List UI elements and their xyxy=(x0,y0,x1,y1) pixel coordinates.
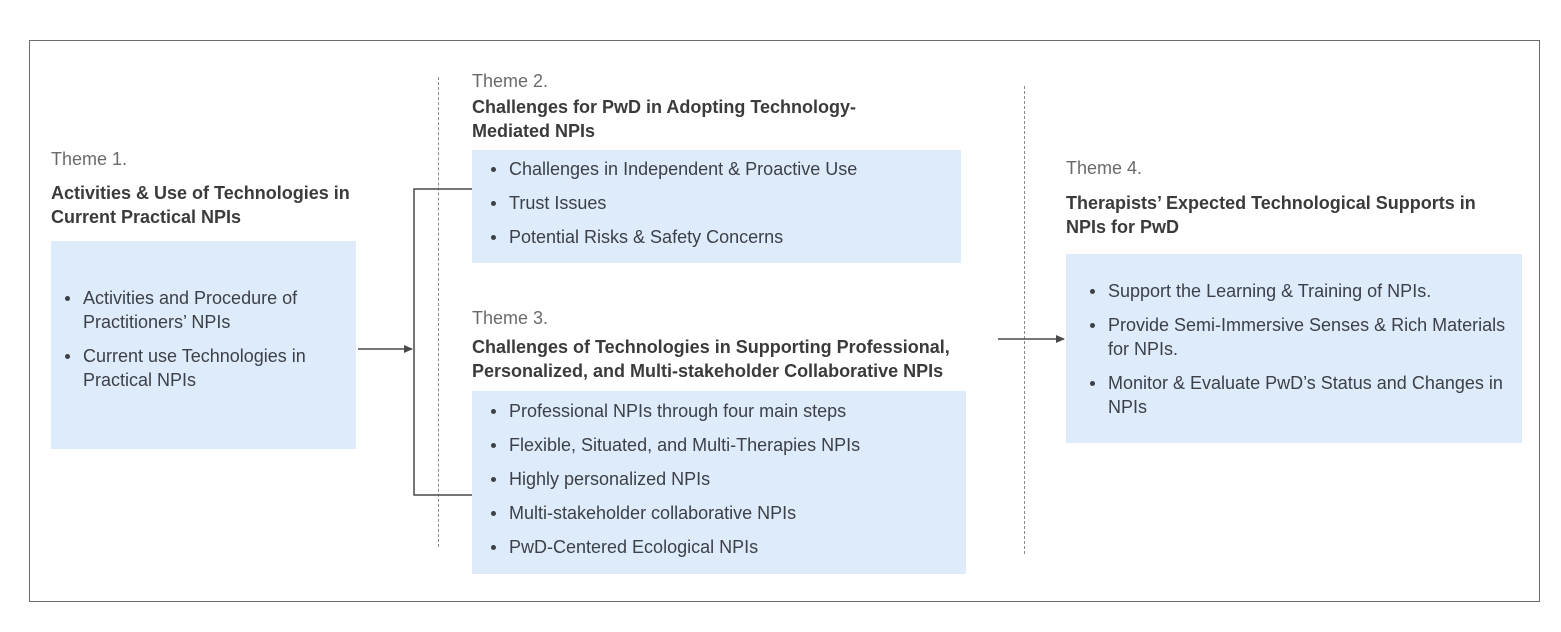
list-item: Challenges in Independent & Proactive Use xyxy=(481,157,961,181)
list-item: Provide Semi-Immersive Senses & Rich Materials for NPIs. xyxy=(1080,313,1512,361)
list-item: Multi-stakeholder collaborative NPIs xyxy=(481,501,966,525)
theme2-list xyxy=(481,157,961,249)
list-item: Monitor & Evaluate PwD’s Status and Changes in NPIs xyxy=(1080,371,1512,419)
theme2-label: Theme 2. xyxy=(472,71,549,91)
list-item: Professional NPIs through four main steps xyxy=(481,399,966,423)
theme1-box xyxy=(51,241,356,449)
theme2-box xyxy=(472,150,961,263)
list-item: Trust Issues xyxy=(481,191,961,215)
theme1-title: Activities & Use of Technologies in Current Practical NPIs xyxy=(51,183,350,227)
theme3-box xyxy=(472,391,966,574)
list-item: PwD-Centered Ecological NPIs xyxy=(481,535,966,559)
theme1-label: Theme 1. xyxy=(51,149,128,169)
list-item: Highly personalized NPIs xyxy=(481,467,966,491)
theme3-label: Theme 3. xyxy=(472,308,549,328)
theme1-list xyxy=(55,286,348,392)
list-item: Potential Risks & Safety Concerns xyxy=(481,225,961,249)
list-item: Support the Learning & Training of NPIs. xyxy=(1080,279,1512,303)
list-item: Flexible, Situated, and Multi-Therapies NPIs xyxy=(481,433,966,457)
theme4-list xyxy=(1080,279,1512,419)
theme4-label: Theme 4. xyxy=(1066,158,1143,178)
theme4-title: Therapists’ Expected Technological Supports in NPIs for PwD xyxy=(1066,193,1476,237)
theme2-title: Challenges for PwD in Adopting Technology-Mediated NPIs xyxy=(472,97,856,141)
list-item: Activities and Procedure of Practitioners’ NPIs xyxy=(55,286,348,334)
bracket-theme2-theme3 xyxy=(414,189,472,495)
theme3-title: Challenges of Technologies in Supporting Professional, Personalized, and Multi-stakeholder Collaborative NPIs xyxy=(472,337,950,381)
theme4-box xyxy=(1066,254,1522,443)
list-item: Current use Technologies in Practical NPIs xyxy=(55,344,348,392)
theme3-list xyxy=(481,399,966,559)
